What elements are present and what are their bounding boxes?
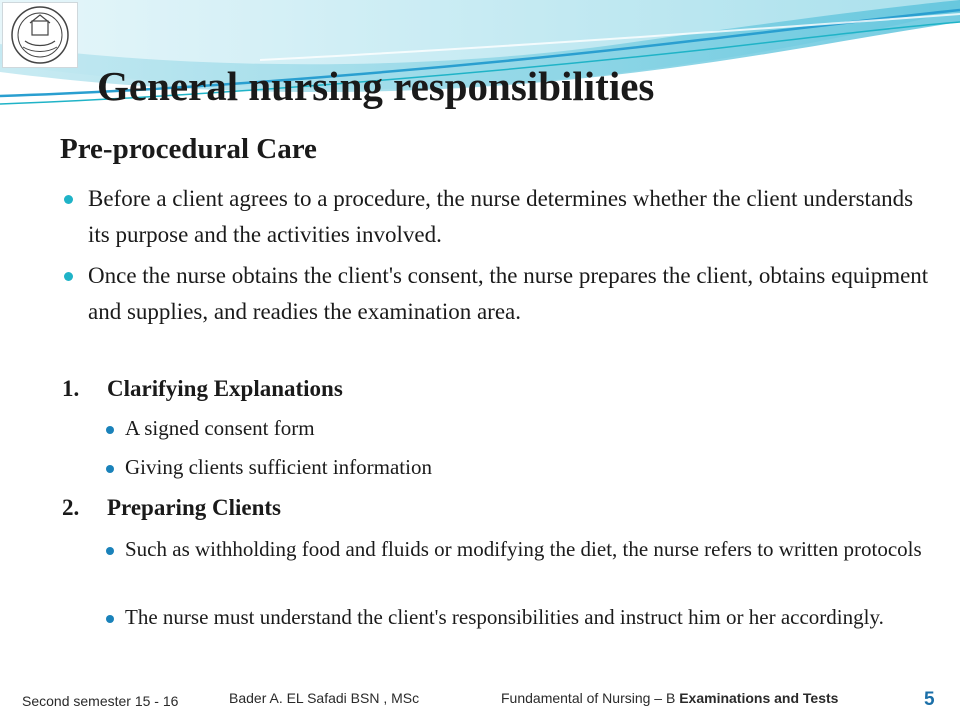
university-logo xyxy=(2,2,78,68)
footer-author: Bader A. EL Safadi BSN , MSc xyxy=(229,690,420,706)
bullet-dot-icon xyxy=(106,547,114,555)
course-topic: Examinations and Tests xyxy=(679,690,839,706)
bullet-text: Once the nurse obtains the client's consent, the nurse prepares the client, obtains equipment and supplies, and readies the examination area. xyxy=(88,263,929,324)
bullet-dot-icon xyxy=(106,615,114,623)
university-seal-icon xyxy=(3,3,77,67)
footer-course xyxy=(501,690,838,706)
numbered-heading xyxy=(62,493,281,523)
list-item xyxy=(125,535,935,564)
heading-text: Clarifying Explanations xyxy=(107,376,343,401)
bullet-text: Giving clients sufficient information xyxy=(125,455,432,479)
bullet-dot-icon xyxy=(64,272,73,281)
bullet-dot-icon xyxy=(64,195,73,204)
bullet-text: The nurse must understand the client's responsibilities and instruct him or her accordingly. xyxy=(125,605,884,629)
bullet-dot-icon xyxy=(106,465,114,473)
heading-number: 1. xyxy=(62,376,80,401)
heading-number: 2. xyxy=(62,495,80,520)
footer-semester: Second semester 15 - 16 xyxy=(22,693,179,709)
list-item xyxy=(125,414,935,443)
section-subtitle: Pre-procedural Care xyxy=(60,133,317,165)
page-title: General nursing responsibilities xyxy=(97,63,655,109)
bullet-text: Such as withholding food and fluids or modifying the diet, the nurse refers to written protocols xyxy=(125,537,922,561)
list-item xyxy=(88,181,938,253)
course-name: Fundamental of Nursing – B xyxy=(501,690,676,706)
heading-text: Preparing Clients xyxy=(107,495,281,520)
bullet-text: Before a client agrees to a procedure, the nurse determines whether the client understands its purpose and the activities involved. xyxy=(88,186,914,247)
bullet-dot-icon xyxy=(106,426,114,434)
numbered-heading xyxy=(62,374,343,404)
list-item xyxy=(88,258,938,330)
bullet-text: A signed consent form xyxy=(125,416,315,440)
page-number: 5 xyxy=(924,689,935,710)
list-item xyxy=(125,603,935,632)
list-item xyxy=(125,453,935,482)
